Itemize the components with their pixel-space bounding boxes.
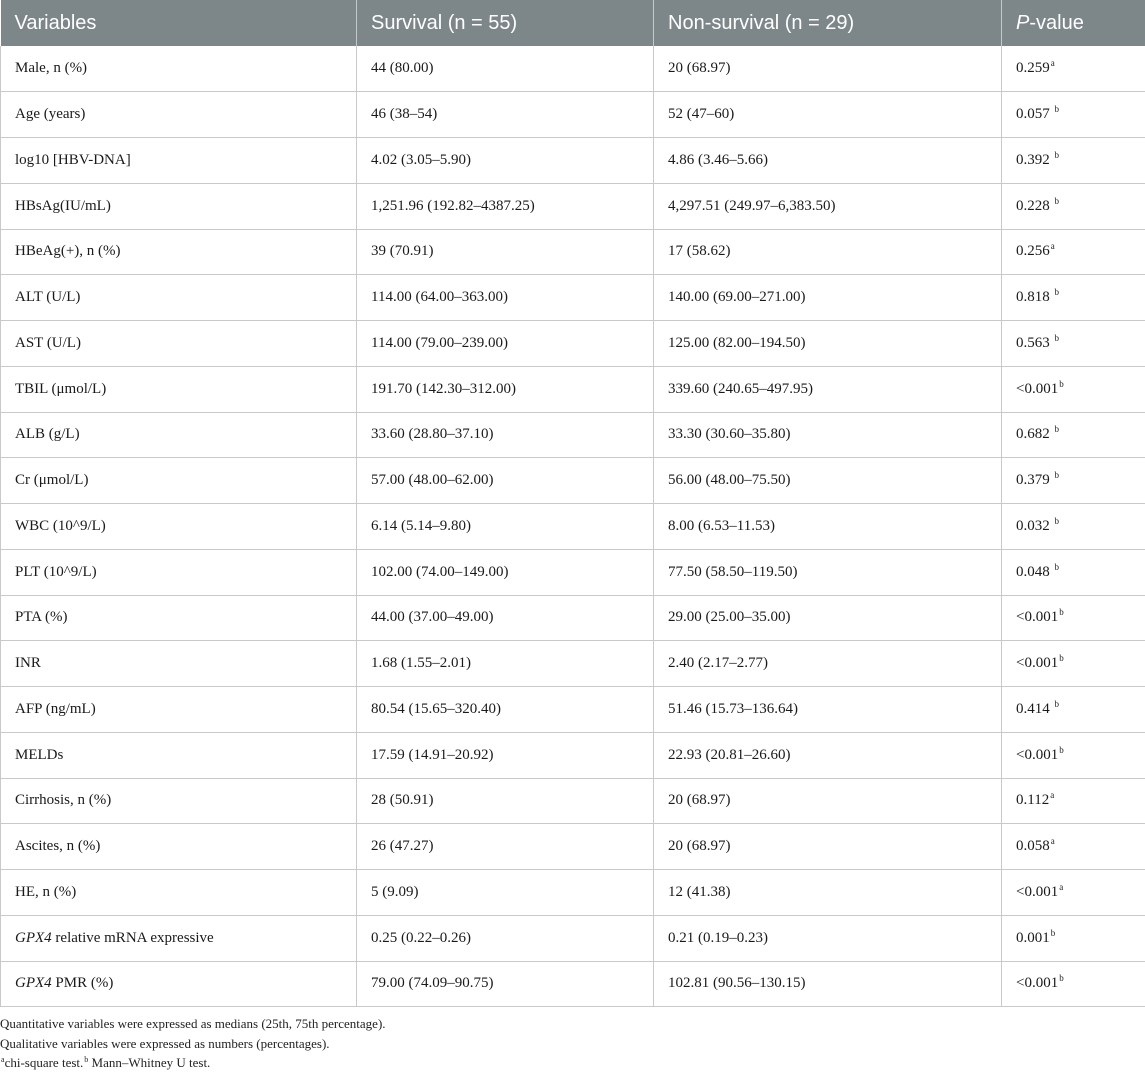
- cell-variable: [1, 824, 357, 870]
- cell-p-value: [1002, 778, 1145, 824]
- cell-survival: 79.00 (74.09–90.75): [357, 961, 654, 1007]
- p-value-superscript: b: [1059, 973, 1064, 984]
- cell-p-value: [1002, 183, 1145, 229]
- variable-label: TBIL (μmol/L): [15, 380, 107, 397]
- cell-variable: [1, 687, 357, 733]
- variable-label: HBsAg(IU/mL): [15, 197, 111, 214]
- p-value-text: 0.032: [1016, 517, 1054, 534]
- table-row: [1, 549, 1145, 595]
- p-value-superscript: b: [1059, 744, 1064, 755]
- cell-variable: [1, 961, 357, 1007]
- cell-non-survival: 56.00 (48.00–75.50): [654, 458, 1002, 504]
- p-value-text: <0.001: [1016, 609, 1059, 626]
- cell-survival: 44.00 (37.00–49.00): [357, 595, 654, 641]
- variable-label: AFP (ng/mL): [15, 700, 96, 717]
- header-variables: Variables: [14, 11, 97, 34]
- p-value-text: 0.228: [1016, 197, 1054, 214]
- cell-non-survival: 4.86 (3.46–5.66): [654, 138, 1002, 184]
- footnote-tests: [0, 1053, 1145, 1073]
- cell-survival: 102.00 (74.00–149.00): [357, 549, 654, 595]
- cell-variable: [1, 504, 357, 550]
- p-value-superscript: b: [1050, 927, 1056, 938]
- table-row: [1, 46, 1145, 92]
- cell-variable: [1, 870, 357, 916]
- table-row: [1, 366, 1145, 412]
- variable-label: AST (U/L): [15, 334, 81, 351]
- cell-variable: [1, 321, 357, 367]
- footnote-sup-a: a: [1, 1054, 5, 1064]
- table-row: [1, 870, 1145, 916]
- cell-survival: 26 (47.27): [357, 824, 654, 870]
- cell-variable: [1, 458, 357, 504]
- table-row: [1, 412, 1145, 458]
- p-value-text: <0.001: [1016, 655, 1059, 672]
- p-value-text: 0.392: [1016, 151, 1054, 168]
- p-value-text: 0.414: [1016, 700, 1054, 717]
- footnote-mann-whitney: Mann–Whitney U test.: [88, 1055, 211, 1070]
- cell-non-survival: 33.30 (30.60–35.80): [654, 412, 1002, 458]
- variable-label: HBeAg(+), n (%): [15, 243, 121, 260]
- cell-p-value: [1002, 915, 1145, 961]
- header-non-survival: Non-survival (n = 29): [654, 0, 1002, 46]
- cell-variable: [1, 732, 357, 778]
- cell-survival: 4.02 (3.05–5.90): [357, 138, 654, 184]
- p-value-text: 0.259: [1016, 60, 1050, 77]
- p-value-superscript: b: [1059, 653, 1064, 664]
- cell-p-value: [1002, 687, 1145, 733]
- cell-variable: [1, 275, 357, 321]
- cell-variable: [1, 641, 357, 687]
- p-value-text: <0.001: [1016, 883, 1059, 900]
- p-value-superscript: b: [1054, 424, 1059, 435]
- cell-p-value: [1002, 46, 1145, 92]
- variable-label: ALT (U/L): [15, 289, 81, 306]
- cell-variable: [1, 366, 357, 412]
- cell-p-value: [1002, 595, 1145, 641]
- cell-non-survival: 22.93 (20.81–26.60): [654, 732, 1002, 778]
- table-body: [1, 46, 1145, 1007]
- cell-non-survival: 17 (58.62): [654, 229, 1002, 275]
- cell-survival: 57.00 (48.00–62.00): [357, 458, 654, 504]
- cell-survival: 1.68 (1.55–2.01): [357, 641, 654, 687]
- table-row: [1, 595, 1145, 641]
- p-value-superscript: a: [1059, 881, 1064, 892]
- footnote-sup-b: b: [84, 1054, 89, 1064]
- table-footnotes: [0, 1014, 1145, 1073]
- variable-label: log10 [HBV-DNA]: [15, 151, 131, 168]
- p-value-text: 0.818: [1016, 289, 1054, 306]
- cell-survival: 28 (50.91): [357, 778, 654, 824]
- cell-variable: [1, 549, 357, 595]
- variable-label: PMR (%): [51, 975, 114, 992]
- cell-survival: 191.70 (142.30–312.00): [357, 366, 654, 412]
- cell-p-value: [1002, 366, 1145, 412]
- cell-survival: 1,251.96 (192.82–4387.25): [357, 183, 654, 229]
- table-row: [1, 458, 1145, 504]
- variable-label: WBC (10^9/L): [15, 517, 106, 534]
- cell-variable: [1, 915, 357, 961]
- cell-non-survival: 29.00 (25.00–35.00): [654, 595, 1002, 641]
- cell-survival: 114.00 (64.00–363.00): [357, 275, 654, 321]
- cell-non-survival: 77.50 (58.50–119.50): [654, 549, 1002, 595]
- table-row: [1, 824, 1145, 870]
- cell-non-survival: 20 (68.97): [654, 824, 1002, 870]
- variable-label: Cr (μmol/L): [15, 472, 89, 489]
- cell-non-survival: 8.00 (6.53–11.53): [654, 504, 1002, 550]
- cell-p-value: [1002, 732, 1145, 778]
- cell-p-value: [1002, 870, 1145, 916]
- p-value-superscript: b: [1054, 515, 1059, 526]
- header-row: [1, 0, 1145, 46]
- p-value-superscript: b: [1054, 104, 1059, 115]
- cell-survival: 44 (80.00): [357, 46, 654, 92]
- variable-label: PTA (%): [15, 609, 68, 626]
- cell-variable: [1, 412, 357, 458]
- variable-label: Cirrhosis, n (%): [15, 792, 112, 809]
- gene-name: GPX4: [15, 929, 52, 946]
- table-row: [1, 732, 1145, 778]
- header-survival: Survival (n = 55): [357, 0, 654, 46]
- p-value-superscript: a: [1050, 241, 1055, 252]
- table-row: [1, 961, 1145, 1007]
- cell-survival: 6.14 (5.14–9.80): [357, 504, 654, 550]
- table-row: [1, 92, 1145, 138]
- cell-variable: [1, 92, 357, 138]
- cell-non-survival: 2.40 (2.17–2.77): [654, 641, 1002, 687]
- p-value-superscript: b: [1054, 287, 1059, 298]
- p-value-text: 0.057: [1016, 106, 1054, 123]
- table-row: [1, 229, 1145, 275]
- header-p-rest: -value: [1029, 11, 1084, 34]
- cell-variable: [1, 595, 357, 641]
- p-value-superscript: b: [1059, 607, 1064, 618]
- footnote-chi-square: chi-square test.: [4, 1055, 84, 1070]
- cell-p-value: [1002, 92, 1145, 138]
- p-value-superscript: b: [1054, 561, 1059, 572]
- p-value-superscript: a: [1050, 790, 1055, 801]
- cell-variable: [1, 183, 357, 229]
- p-value-text: 0.058: [1016, 838, 1050, 855]
- cell-p-value: [1002, 138, 1145, 184]
- cell-p-value: [1002, 229, 1145, 275]
- cell-p-value: [1002, 412, 1145, 458]
- cell-p-value: [1002, 641, 1145, 687]
- cell-non-survival: 12 (41.38): [654, 870, 1002, 916]
- cell-non-survival: 52 (47–60): [654, 92, 1002, 138]
- p-value-text: <0.001: [1016, 746, 1059, 763]
- cell-survival: 46 (38–54): [357, 92, 654, 138]
- variable-label: MELDs: [15, 746, 64, 763]
- header-p-italic: P: [1016, 11, 1030, 34]
- p-value-superscript: b: [1059, 378, 1064, 389]
- variable-label: INR: [15, 655, 41, 672]
- cell-non-survival: 0.21 (0.19–0.23): [654, 915, 1002, 961]
- p-value-superscript: b: [1054, 470, 1059, 481]
- cell-p-value: [1002, 961, 1145, 1007]
- cell-non-survival: 140.00 (69.00–271.00): [654, 275, 1002, 321]
- variable-label: ALB (g/L): [15, 426, 80, 443]
- cell-non-survival: 4,297.51 (249.97–6,383.50): [654, 183, 1002, 229]
- table-row: [1, 641, 1145, 687]
- p-value-superscript: a: [1050, 836, 1055, 847]
- cell-variable: [1, 138, 357, 184]
- p-value-text: 0.112: [1016, 792, 1050, 809]
- footnote-qualitative: Qualitative variables were expressed as numbers (percentages).: [0, 1035, 330, 1051]
- variable-label: PLT (10^9/L): [15, 563, 97, 580]
- cell-survival: 39 (70.91): [357, 229, 654, 275]
- table-header: [1, 0, 1145, 46]
- table-row: [1, 915, 1145, 961]
- cell-variable: [1, 229, 357, 275]
- p-value-superscript: b: [1054, 149, 1059, 160]
- table-row: [1, 275, 1145, 321]
- variable-label: Ascites, n (%): [15, 838, 101, 855]
- cell-variable: [1, 46, 357, 92]
- variable-label: Age (years): [15, 106, 86, 123]
- cell-survival: 5 (9.09): [357, 870, 654, 916]
- cell-p-value: [1002, 458, 1145, 504]
- cell-survival: 33.60 (28.80–37.10): [357, 412, 654, 458]
- p-value-text: 0.048: [1016, 563, 1054, 580]
- cell-p-value: [1002, 824, 1145, 870]
- cell-p-value: [1002, 275, 1145, 321]
- cell-non-survival: 20 (68.97): [654, 778, 1002, 824]
- p-value-text: 0.563: [1016, 334, 1054, 351]
- cell-survival: 80.54 (15.65–320.40): [357, 687, 654, 733]
- table-row: [1, 183, 1145, 229]
- cell-survival: 17.59 (14.91–20.92): [357, 732, 654, 778]
- cell-non-survival: 51.46 (15.73–136.64): [654, 687, 1002, 733]
- variable-label: Male, n (%): [15, 60, 88, 77]
- cell-p-value: [1002, 504, 1145, 550]
- cell-non-survival: 102.81 (90.56–130.15): [654, 961, 1002, 1007]
- header-p-value: [1002, 0, 1145, 46]
- cell-non-survival: 20 (68.97): [654, 46, 1002, 92]
- footnote-quantitative: Quantitative variables were expressed as medians (25th, 75th percentage).: [0, 1016, 386, 1031]
- variable-label: relative mRNA expressive: [51, 929, 214, 946]
- table-row: [1, 321, 1145, 367]
- cell-non-survival: 339.60 (240.65–497.95): [654, 366, 1002, 412]
- p-value-superscript: a: [1050, 58, 1055, 69]
- cell-survival: 114.00 (79.00–239.00): [357, 321, 654, 367]
- variable-label: HE, n (%): [15, 883, 77, 900]
- p-value-text: 0.682: [1016, 426, 1054, 443]
- table-row: [1, 778, 1145, 824]
- p-value-text: <0.001: [1016, 975, 1059, 992]
- cell-non-survival: 125.00 (82.00–194.50): [654, 321, 1002, 367]
- p-value-superscript: b: [1054, 332, 1059, 343]
- p-value-text: 0.256: [1016, 243, 1050, 260]
- cell-survival: 0.25 (0.22–0.26): [357, 915, 654, 961]
- cell-p-value: [1002, 549, 1145, 595]
- p-value-text: 0.379: [1016, 472, 1054, 489]
- table-row: [1, 138, 1145, 184]
- cell-variable: [1, 778, 357, 824]
- cell-p-value: [1002, 321, 1145, 367]
- gene-name: GPX4: [15, 975, 52, 992]
- p-value-text: 0.001: [1016, 929, 1050, 946]
- p-value-superscript: b: [1054, 195, 1059, 206]
- table-row: [1, 504, 1145, 550]
- p-value-text: <0.001: [1016, 380, 1059, 397]
- table-row: [1, 687, 1145, 733]
- p-value-superscript: b: [1054, 698, 1059, 709]
